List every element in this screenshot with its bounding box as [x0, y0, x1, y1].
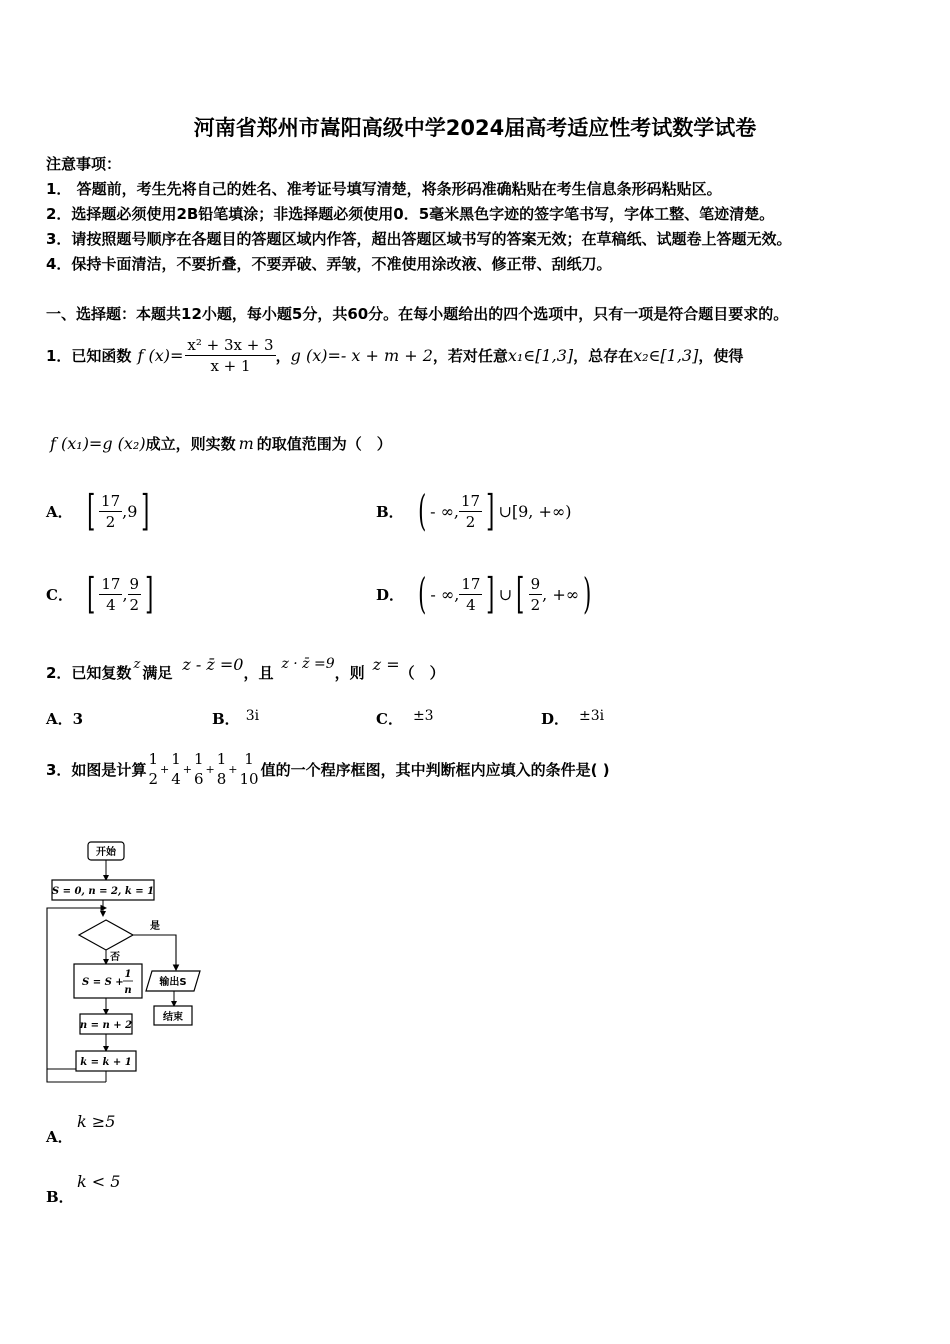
plus-sign: +	[205, 762, 215, 776]
q1-x1-condition: x₁∈[1,3]	[507, 345, 574, 365]
q1-comma: ，	[275, 346, 291, 365]
q3-prefix: 3．如图是计算	[46, 760, 147, 779]
numerator: 1	[193, 750, 204, 768]
option-rest: , +∞	[542, 584, 580, 604]
numerator: 17	[460, 491, 481, 510]
q1-m: m	[238, 433, 254, 453]
fraction	[146, 749, 160, 789]
numerator: 1	[148, 750, 158, 768]
option-value: k ≥5	[77, 1112, 116, 1131]
q1-f-fraction	[185, 335, 275, 376]
denominator: 4	[466, 595, 476, 614]
option-value: 3	[72, 709, 84, 728]
q2-expr2: z · z̄ =9	[281, 656, 335, 672]
bracket: (	[418, 569, 427, 618]
denominator: 2	[530, 595, 541, 614]
q2-option-a[interactable]	[46, 708, 83, 729]
q1-prefix: 1．已知函数	[46, 346, 132, 365]
fraction	[128, 574, 142, 615]
q2-text: ，且	[243, 663, 274, 682]
denominator: 2	[129, 595, 140, 614]
notice-item: 1． 答题前，考生先将自己的姓名、准考证号填写清楚，将条形码准确粘贴在考生信息条形码粘贴区。	[46, 180, 722, 198]
numerator: 9	[530, 574, 541, 593]
flowchart-init-label: S = 0, n = 2, k = 1	[51, 886, 155, 897]
q1-x2-condition: x₂∈[1,3]	[633, 345, 699, 365]
bracket: ]	[145, 569, 154, 618]
flowchart	[40, 836, 210, 1096]
notice-item: 3．请按照题号顺序在各题目的答题区域内作答，超出答题区域书写的答案无效；在草稿纸、试题卷上答题无效。	[46, 230, 792, 248]
bracket: (	[417, 486, 426, 535]
option-rest: ,9	[122, 501, 138, 521]
option-label: B．	[212, 710, 240, 728]
q1-f-denominator: x + 1	[210, 356, 251, 375]
numerator: 17	[101, 491, 121, 510]
flowchart-output-label: 输出S	[159, 977, 187, 988]
q1-tail: ，使得	[698, 346, 744, 365]
q1-option-c[interactable]	[46, 568, 157, 620]
fraction	[192, 749, 206, 789]
question-2	[46, 655, 445, 689]
option-label: D．	[376, 585, 405, 604]
q2-expr3: z =	[372, 654, 400, 674]
flowchart-no-label: 否	[110, 952, 120, 963]
option-label: B．	[376, 502, 404, 521]
flowchart-update-s-lhs: S = S +	[82, 977, 124, 988]
denominator: 2	[465, 512, 476, 531]
bracket: [	[86, 486, 95, 535]
fraction	[238, 749, 261, 789]
option-mid: ,	[122, 584, 128, 604]
plus-sign: +	[182, 762, 192, 776]
bracket: [	[516, 569, 525, 618]
q2-option-b[interactable]	[212, 708, 259, 729]
option-label: A．	[46, 710, 73, 728]
option-label: C．	[376, 710, 403, 728]
q2-option-d[interactable]	[541, 708, 604, 729]
flowchart-start-label: 开始	[96, 847, 116, 858]
question-1	[46, 330, 743, 380]
q1-f-numerator: x² + 3x + 3	[187, 335, 274, 354]
denominator: 2	[148, 770, 158, 788]
option-value: k < 5	[77, 1172, 121, 1191]
option-label: B．	[46, 1188, 74, 1206]
notice-item: 2．选择题必须使用2B铅笔填涂；非选择题必须使用0．5毫米黑色字迹的签字笔书写，字体工整、笔迹清楚。	[46, 205, 775, 223]
flowchart-end-label: 结束	[163, 1012, 183, 1023]
q2-z: z	[133, 656, 141, 672]
bracket: ]	[486, 486, 495, 535]
q3-tail: 值的一个程序框图，其中判断框内应填入的条件是( )	[260, 760, 610, 779]
denominator: 10	[239, 770, 259, 788]
numerator: 17	[101, 574, 121, 593]
question-1-line2	[50, 428, 392, 458]
numerator: 17	[461, 574, 481, 593]
denominator: 2	[105, 512, 116, 531]
notice-item: 4．保持卡面清洁，不要折叠，不要弄破、弄皱，不准使用涂改液、修正带、刮纸刀。	[46, 255, 612, 273]
flowchart-update-n-label: n = n + 2	[79, 1020, 133, 1031]
plus-sign: +	[160, 762, 170, 776]
option-pre: - ∞,	[430, 584, 460, 604]
denominator: 6	[193, 770, 204, 788]
fraction	[459, 574, 482, 615]
numerator: 1	[244, 750, 254, 768]
q1-equality: f (x₁)=g (x₂)	[50, 433, 146, 453]
option-value: 3i	[245, 707, 260, 724]
option-label: D．	[541, 710, 570, 728]
flowchart-update-s-num: 1	[124, 969, 132, 980]
bracket: ]	[486, 569, 495, 618]
q1-f-lhs: f (x)=	[137, 345, 184, 365]
bracket: ]	[141, 486, 150, 535]
question-3	[46, 745, 610, 793]
option-rest: ∪[9, +∞)	[498, 501, 572, 521]
numerator: 9	[129, 574, 140, 593]
flowchart-decision	[79, 920, 133, 950]
numerator: 1	[171, 750, 181, 768]
q1-option-b[interactable]	[376, 485, 571, 537]
q2-text: （ ）	[399, 663, 445, 682]
fraction	[99, 491, 122, 532]
q1-g-expr: g (x)=- x + m + 2	[290, 345, 433, 365]
q1-line2-text: 成立，则实数	[145, 434, 236, 453]
union-symbol: ∪	[498, 584, 513, 604]
q1-mid2: ，总存在	[573, 346, 634, 365]
fraction	[529, 574, 543, 615]
flowchart-update-k-label: k = k + 1	[80, 1057, 132, 1068]
option-value: ±3	[412, 707, 434, 724]
bracket: )	[583, 569, 592, 618]
denominator: 8	[216, 770, 227, 788]
option-label: A．	[46, 502, 73, 521]
fraction	[459, 491, 482, 532]
fraction	[169, 749, 183, 789]
q2-prefix: 2．已知复数	[46, 663, 132, 682]
q1-option-a[interactable]	[46, 485, 154, 537]
q1-mid1: ，若对任意	[432, 346, 508, 365]
flowchart-update-s-den: n	[124, 985, 132, 996]
bracket: [	[87, 569, 96, 618]
option-label: C．	[46, 585, 73, 604]
option-value: ±3i	[579, 707, 605, 724]
q2-text: 满足	[142, 663, 173, 682]
fraction	[99, 574, 122, 615]
plus-sign: +	[228, 762, 238, 776]
q2-option-c[interactable]	[376, 708, 434, 729]
q1-line2-tail: 的取值范围为（ ）	[256, 434, 392, 453]
option-label: A．	[46, 1128, 73, 1146]
q2-expr1: z - z̄ =0	[182, 654, 244, 674]
q2-text: ，则	[334, 663, 365, 682]
q1-option-d[interactable]	[376, 568, 595, 620]
notice-heading: 注意事项：	[46, 155, 122, 173]
page-title: 河南省郑州市嵩阳高级中学2024届高考适应性考试数学试卷	[193, 116, 757, 140]
flowchart-yes-label: 是	[150, 921, 160, 932]
section-heading: 一、选择题：本题共12小题，每小题5分，共60分。在每小题给出的四个选项中，只有一项是符合题目要求的。	[46, 305, 789, 323]
numerator: 1	[216, 750, 227, 768]
denominator: 4	[106, 595, 116, 614]
fraction	[215, 749, 229, 789]
option-pre: - ∞,	[430, 501, 459, 521]
denominator: 4	[171, 770, 181, 788]
